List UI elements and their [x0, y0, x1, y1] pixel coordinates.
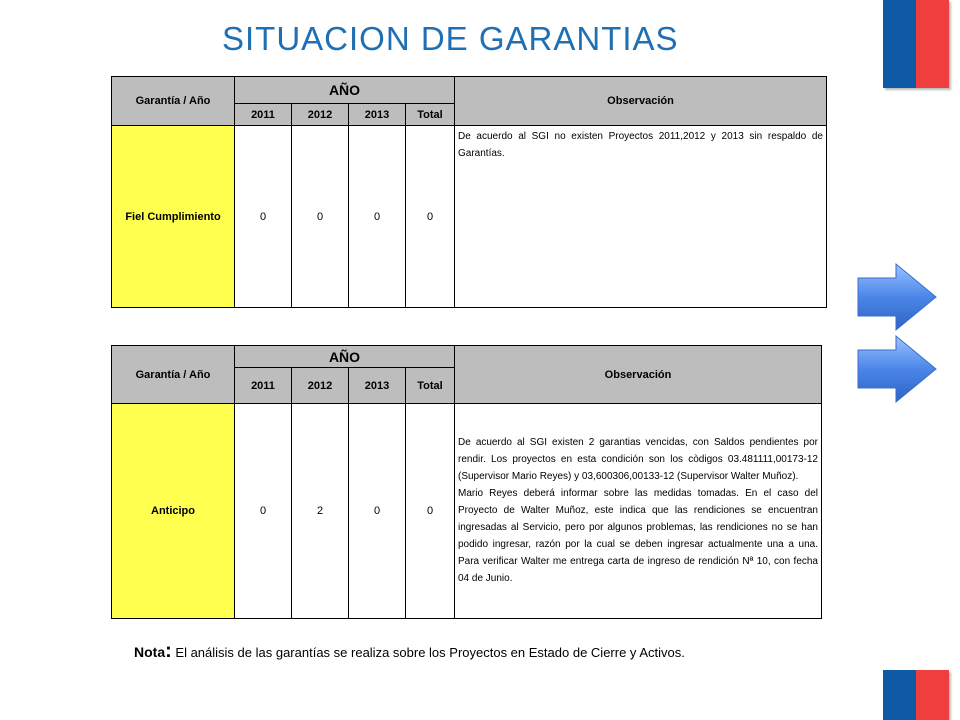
- header-ano: AÑO: [235, 77, 455, 104]
- observacion-paragraph-2: Mario Reyes deberá informar sobre las medidas tomadas. En el caso del Proyecto de Walter Muñoz, este indica que las rendiciones se encuentran ingresadas al Servicio, pero por algunos problemas, las rendiciones no se han podido ingresar, razón por la cual se deben ingresar actualmente una a una. Para verificar Walter me entrega carta de ingreso de rendición Nª 10, con fecha 04 de Junio.: [458, 487, 818, 584]
- header-observacion: Observación: [455, 346, 822, 404]
- observacion-cell: [455, 404, 822, 619]
- nota-label: Nota: [134, 644, 166, 660]
- value-2012: 0: [292, 126, 349, 308]
- page-title: SITUACION DE GARANTIAS: [222, 20, 679, 57]
- row-label-anticipo: Anticipo: [112, 404, 235, 619]
- header-total: Total: [406, 368, 455, 404]
- value-total: 0: [406, 126, 455, 308]
- flag-blue-band: [883, 0, 916, 88]
- header-year-2011: 2011: [235, 104, 292, 126]
- row-label-fiel-cumplimiento: Fiel Cumplimiento: [112, 126, 235, 308]
- header-year-2011: 2011: [235, 368, 292, 404]
- nota-text: El análisis de las garantías se realiza sobre los Proyectos en Estado de Cierre y Activos.: [171, 645, 685, 660]
- header-ano: AÑO: [235, 346, 455, 368]
- table-row: [112, 404, 822, 619]
- flag-blue-band: [883, 670, 916, 720]
- table-row: [112, 126, 827, 308]
- flag-red-band: [916, 0, 949, 88]
- value-2012: 2: [292, 404, 349, 619]
- observacion-paragraph-1: De acuerdo al SGI existen 2 garantias vencidas, con Saldos pendientes por rendir. Los proyectos en esta condición son los còdigos 03.481111,00173-12 (Supervisor Mario Reyes) y 03,600306,00133-12 (Supervisor Walter Muñoz).: [458, 436, 818, 482]
- header-total: Total: [406, 104, 455, 126]
- flag-red-band: [916, 670, 949, 720]
- flag-bottom-icon: [883, 670, 949, 720]
- garantias-table-anticipo: [111, 345, 822, 619]
- flag-top-icon: [883, 0, 949, 88]
- garantias-table-fiel-cumplimiento: [111, 76, 827, 308]
- nota-colon: :: [165, 640, 172, 662]
- header-garantia-ano: Garantía / Año: [112, 346, 235, 404]
- value-total: 0: [406, 404, 455, 619]
- header-garantia-ano: Garantía / Año: [112, 77, 235, 126]
- nota-footnote: [134, 640, 685, 663]
- value-2011: 0: [235, 404, 292, 619]
- header-observacion: Observación: [455, 77, 827, 126]
- arrow-right-icon[interactable]: [856, 334, 938, 404]
- header-year-2012: 2012: [292, 368, 349, 404]
- header-year-2013: 2013: [349, 368, 406, 404]
- value-2013: 0: [349, 404, 406, 619]
- header-year-2012: 2012: [292, 104, 349, 126]
- value-2013: 0: [349, 126, 406, 308]
- value-2011: 0: [235, 126, 292, 308]
- header-year-2013: 2013: [349, 104, 406, 126]
- arrow-right-icon[interactable]: [856, 262, 938, 332]
- observacion-text: De acuerdo al SGI no existen Proyectos 2011,2012 y 2013 sin respaldo de Garantías.: [455, 126, 827, 308]
